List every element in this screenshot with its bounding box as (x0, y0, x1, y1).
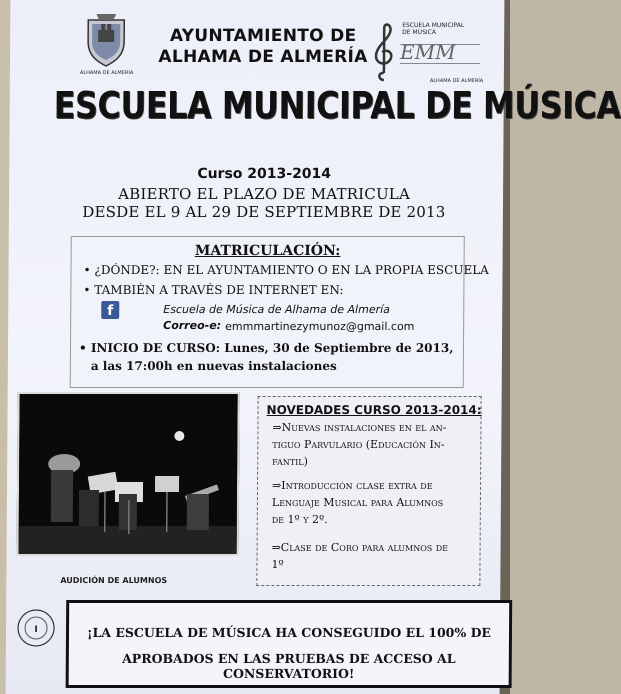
banner-line1: ¡LA ESCUELA DE MÚSICA HA CONSEGUIDO EL 100% DE (86, 625, 492, 640)
enrollment-internet: • TAMBIÉN A TRAVÉS DE INTERNET EN: (83, 283, 344, 297)
header-title-line2: ALHAMA DE ALMERÍA (158, 47, 368, 67)
school-seal-icon (16, 606, 56, 654)
news-box (256, 396, 481, 586)
news-item (272, 419, 472, 470)
photo-caption: AUDICIÓN DE ALUMNOS (60, 576, 168, 585)
news-item-1-line1: ⇒Nuevas instalaciones en el an- (272, 421, 447, 434)
banner-line2: APROBADOS EN LAS PRUEBAS DE ACCESO AL CONSERVATORIO! (122, 651, 456, 681)
news-item-1-line3: fantil) (272, 455, 308, 468)
email-address: emmmartinezymunoz@gmail.com (225, 320, 415, 333)
course-start-line2: a las 17:00h en nuevas instalaciones (90, 359, 337, 373)
logo-town: ALHAMA DE ALMERÍA (429, 78, 484, 84)
enrollment-where: • ¿DÓNDE?: EN EL AYUNTAMIENTO O EN LA PROPIA ESCUELA (83, 263, 489, 277)
header-title-line1: AYUNTAMIENTO DE (169, 26, 357, 46)
header-title (158, 26, 368, 68)
email-label: Correo-e: (163, 319, 222, 332)
news-item-2-line1: ⇒Introducción clase extra de (271, 479, 433, 492)
news-item (272, 477, 472, 528)
treble-clef-icon (370, 22, 396, 82)
enrollment-heading: MATRICULACIÓN: (194, 243, 341, 259)
svg-text:I: I (34, 625, 38, 635)
course-start-line1: • INICIO DE CURSO: Lunes, 30 de Septiembre de 2013, (78, 341, 454, 355)
news-item-3-line2: 1º (271, 558, 284, 571)
logo-school-line1: ESCUELA MUNICIPAL (402, 22, 465, 29)
logo-initials: EMM (399, 40, 456, 64)
facebook-icon: f (101, 301, 119, 319)
poster (6, 0, 621, 694)
student-recital-photo (17, 392, 240, 556)
enrollment-open-line1: ABIERTO EL PLAZO DE MATRICULA (118, 185, 411, 203)
town-crest-icon (84, 12, 128, 70)
enrollment-box (70, 236, 489, 388)
logo-school-name (402, 22, 464, 36)
main-title: ESCUELA MUNICIPAL DE MÚSICA (53, 84, 621, 127)
logo-school-line2: DE MÚSICA (402, 29, 436, 36)
news-item-1-line2: tiguo Parvulario (Educación In- (272, 438, 445, 451)
music-school-logo (370, 22, 490, 88)
news-item (271, 539, 471, 573)
facebook-page-link: Escuela de Música de Alhama de Almería (163, 303, 390, 316)
crest-label: ALHAMA DE ALMERIA (79, 70, 134, 76)
enrollment-open-line2: DESDE EL 9 AL 29 DE SEPTIEMBRE DE 2013 (82, 203, 446, 221)
course-year: Curso 2013-2014 (197, 166, 332, 182)
news-item-2-line3: de 1º y 2º. (271, 513, 328, 526)
achievement-banner (66, 600, 513, 688)
news-item-3-line1: ⇒Clase de Coro para alumnos de (271, 541, 449, 554)
recital-photo-image (19, 394, 238, 554)
news-item-2-line2: Lenguaje Musical para Alumnos (271, 496, 444, 509)
news-heading: NOVEDADES CURSO 2013-2014: (266, 403, 482, 417)
